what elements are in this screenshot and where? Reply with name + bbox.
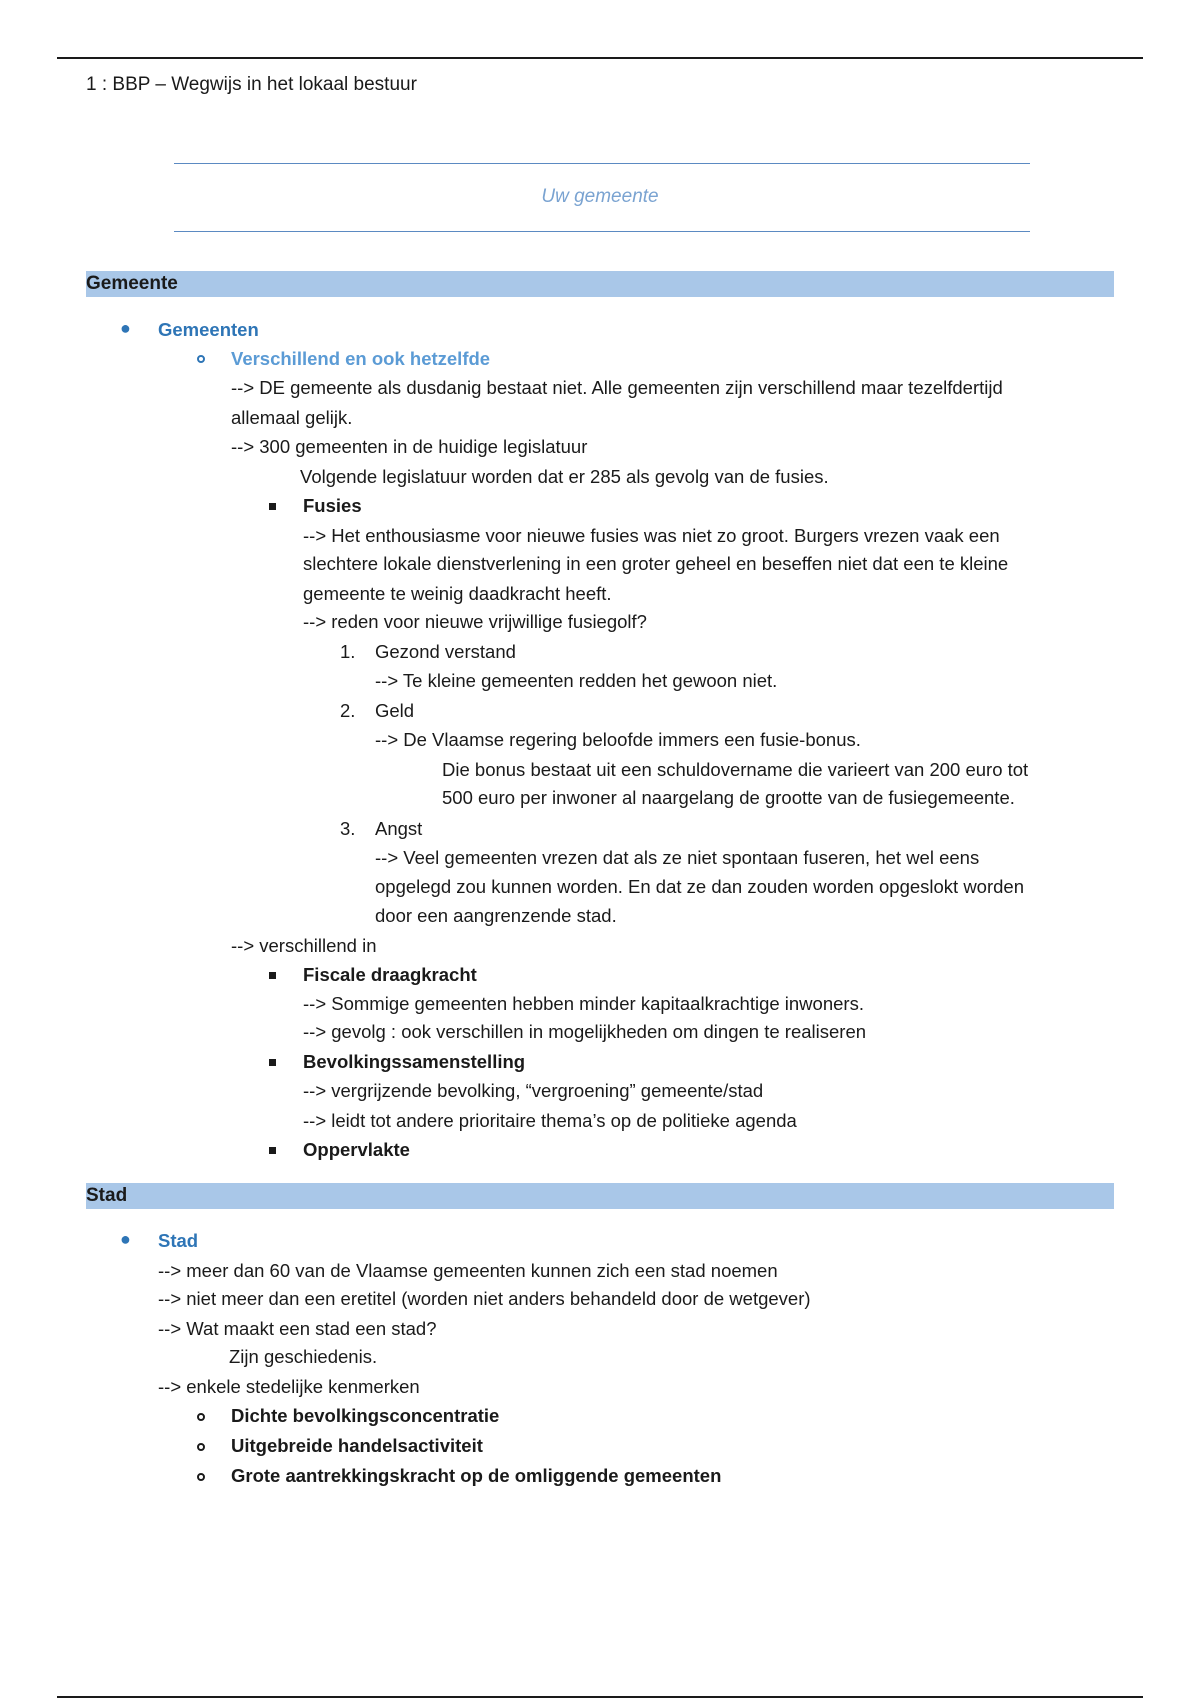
text-line: --> Sommige gemeenten hebben minder kapitaalkrachtige inwoners. [303, 993, 864, 1014]
text-line: --> vergrijzende bevolking, “vergroening” gemeente/stad [303, 1080, 764, 1101]
bullet-icon: ● [120, 1229, 131, 1249]
page-header: 1 : BBP – Wegwijs in het lokaal bestuur [86, 74, 417, 95]
circle-bullet-icon [197, 1473, 205, 1481]
text-line: gemeente te weinig daadkracht heeft. [303, 583, 612, 604]
bullet-icon: ● [120, 318, 131, 338]
text-line: --> niet meer dan een eretitel (worden niet anders behandeld door de wetgever) [158, 1288, 811, 1309]
text-line: slechtere lokale dienstverlening in een groter geheel en beseffen niet dat een te kleine [303, 553, 1009, 574]
text-line: door een aangrenzende stad. [375, 905, 617, 926]
square-bullet-icon [269, 972, 276, 979]
text-line: --> enkele stedelijke kenmerken [158, 1376, 420, 1397]
item-label: Fiscale draagkracht [303, 964, 477, 985]
text-line: --> DE gemeente als dusdanig bestaat niet. Alle gemeenten zijn verschillend maar tezelfdertijd [231, 377, 1003, 398]
circle-bullet-icon [197, 355, 205, 363]
text-line: --> leidt tot andere prioritaire thema’s op de politieke agenda [303, 1110, 797, 1131]
text-line: --> Te kleine gemeenten redden het gewoon niet. [375, 670, 778, 691]
text-line: Volgende legislatuur worden dat er 285 als gevolg van de fusies. [300, 466, 829, 487]
text-line: --> 300 gemeenten in de huidige legislatuur [231, 436, 588, 457]
subtitle: Uw gemeente [541, 186, 659, 207]
kenmerk-item: Dichte bevolkingsconcentratie [231, 1405, 500, 1426]
text-line: --> meer dan 60 van de Vlaamse gemeenten kunnen zich een stad noemen [158, 1260, 778, 1281]
square-bullet-icon [269, 503, 276, 510]
top-rule [57, 57, 1143, 59]
text-line: --> verschillend in [231, 935, 377, 956]
text-line: --> reden voor nieuwe vrijwillige fusiegolf? [303, 611, 647, 632]
item-label: Bevolkingssamenstelling [303, 1051, 526, 1072]
section-heading-gemeente: Gemeente [86, 271, 1114, 297]
text-line: Die bonus bestaat uit een schuldovername die varieert van 200 euro tot [442, 759, 1029, 780]
list-number: 1. [340, 641, 356, 662]
text-line: --> gevolg : ook verschillen in mogelijkheden om dingen te realiseren [303, 1021, 867, 1042]
text-line: --> Het enthousiasme voor nieuwe fusies was niet zo groot. Burgers vrezen vaak een [303, 525, 1000, 546]
kenmerk-item: Grote aantrekkingskracht op de omliggende gemeenten [231, 1465, 722, 1486]
item-label: Oppervlakte [303, 1139, 410, 1160]
text-line: opgelegd zou kunnen worden. En dat ze dan zouden worden opgeslokt worden [375, 876, 1024, 897]
section-heading-stad: Stad [86, 1183, 1114, 1209]
heading-verschillend: Verschillend en ook hetzelfde [231, 348, 491, 369]
heading-stad: Stad [158, 1230, 199, 1251]
heading-gemeenten: Gemeenten [158, 319, 259, 340]
square-bullet-icon [269, 1147, 276, 1154]
bottom-rule [57, 1696, 1143, 1698]
text-line: allemaal gelijk. [231, 407, 353, 428]
text-line: --> De Vlaamse regering beloofde immers een fusie-bonus. [375, 729, 861, 750]
text-line: --> Veel gemeenten vrezen dat als ze niet spontaan fuseren, het wel eens [375, 847, 980, 868]
subtitle-rule-top [174, 163, 1030, 164]
square-bullet-icon [269, 1059, 276, 1066]
reason-label: Geld [375, 700, 415, 721]
circle-bullet-icon [197, 1443, 205, 1451]
list-number: 3. [340, 818, 356, 839]
circle-bullet-icon [197, 1413, 205, 1421]
kenmerk-item: Uitgebreide handelsactiviteit [231, 1435, 483, 1456]
reason-label: Gezond verstand [375, 641, 516, 662]
label-fusies: Fusies [303, 495, 362, 516]
text-line: Zijn geschiedenis. [229, 1346, 378, 1367]
subtitle-rule-bottom [174, 231, 1030, 232]
list-number: 2. [340, 700, 356, 721]
reason-label: Angst [375, 818, 423, 839]
text-line: --> Wat maakt een stad een stad? [158, 1318, 437, 1339]
text-line: 500 euro per inwoner al naargelang de grootte van de fusiegemeente. [442, 787, 1015, 808]
